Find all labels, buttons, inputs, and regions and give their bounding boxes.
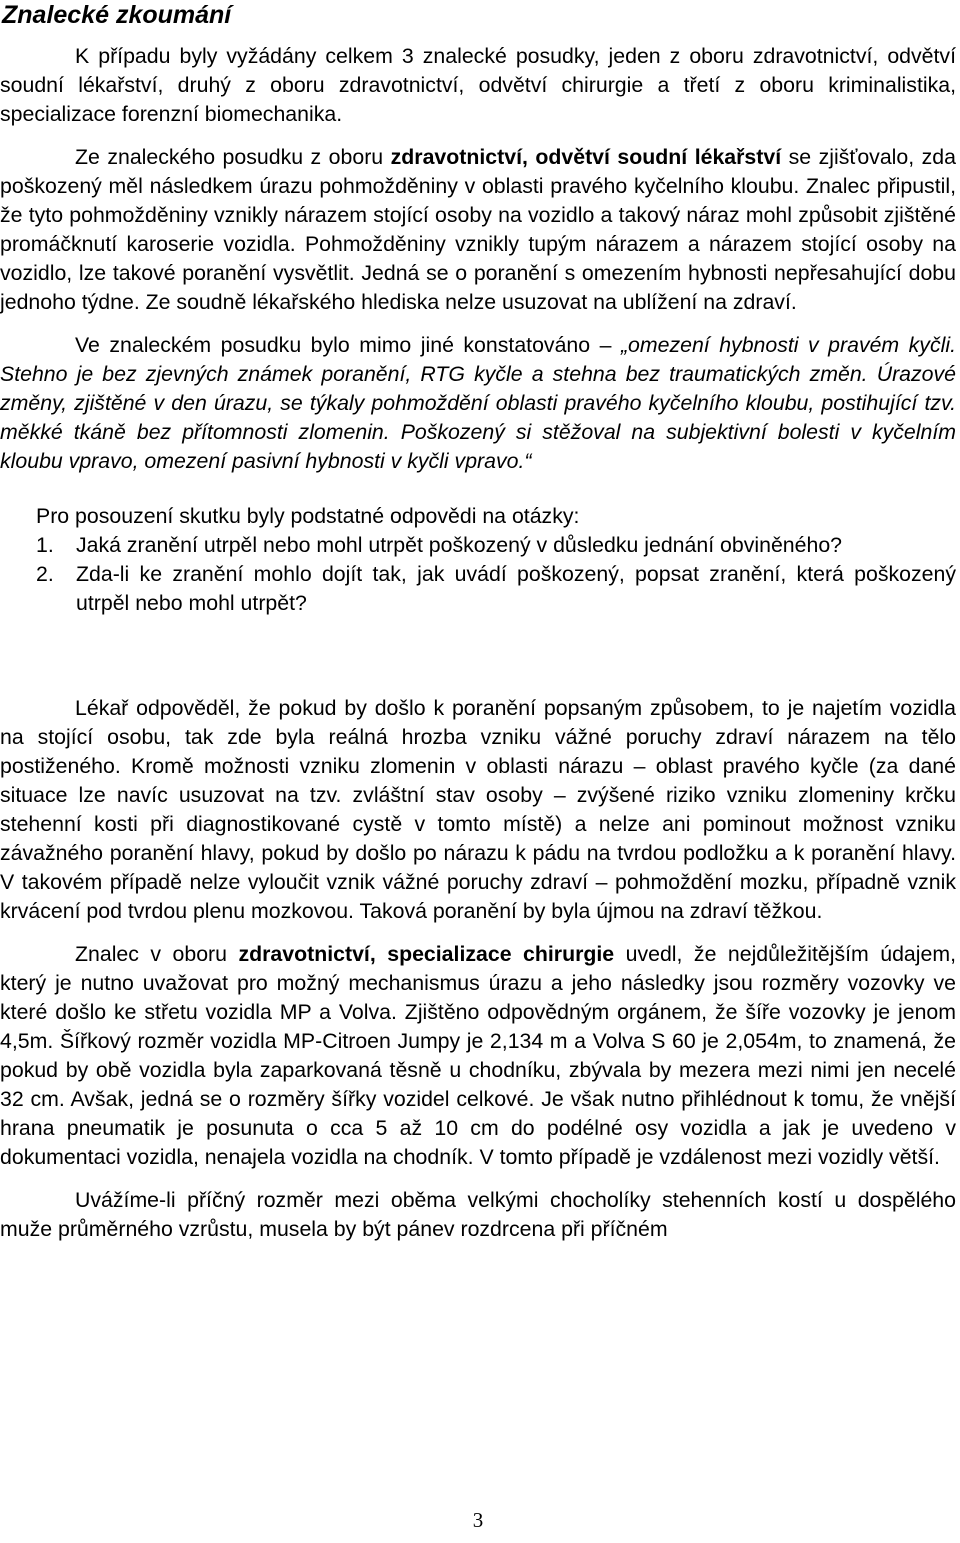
questions-list [0,531,956,618]
list-item: 2. Zda-li ke zranění mohlo dojít tak, jak uvádí poškozený, popsat zranění, která poškozený utrpěl nebo mohl utrpět? [36,562,956,615]
paragraph-quotation: Ve znaleckém posudku bylo mimo jiné konstatováno – „omezení hybnosti v pravém kyčli. Stehno je bez zjevných známek poranění, RTG kyčle a stehna bez traumatických změn. Úrazové změny, zjištěné v den úrazu, se týkaly pohmoždění oblasti pravého kyčelního kloubu, postihující tzv. měkké tkáně bez přítomnosti zlomenin. Poškozený si stěžoval na subjektivní bolesti v kyčelním kloubu vpravo, omezení pasivní hybnosti v kyčli vpravo.“ [0,333,956,473]
bold-field-forensic: zdravotnictví, odvětví soudní lékařství [390,145,782,169]
paragraph-expert-reports: K případu byly vyžádány celkem 3 znalecké posudky, jeden z oboru zdravotnictví, odvětví soudní lékařství, druhý z oboru zdravotnictví, odvětví chirurgie a třetí z oboru kriminalistika, specializace forenzní biomechanika. [0,44,956,126]
list-number: 2. [36,562,54,586]
bold-field-surgery: zdravotnictví, specializace chirurgie [238,942,615,966]
paragraph-surgery-expert: Znalec v oboru zdravotnictví, specializace chirurgie uvedl, že nejdůležitějším údajem, který je nutno uvažovat pro možný mechanismus úrazu a jeho následky jsou rozměry vozovky ve které došlo ke střetu vozidla MP a Volva. Zjištěno odpovědným orgánem, že šíře vozovky je jenom 4,5m. Šířkový rozměr vozidla MP-Citroen Jumpy je 2,134 m a Volva S 60 je 2,054m, to znamená, že pokud by obě vozidla byla zaparkovaná těsně u chodníku, zbývala by mezera mezi nimi jen necelé 32 cm. Avšak, jedná se o rozměry šířky vozidel celkové. Je však nutno přihlédnout k tomu, že vnější hrana pneumatik je posunuta o cca 5 až 10 cm do podélné osy vozidla a jak je uvedeno v dokumentaci vozidla, nenajela vozidla na chodník. V tomto případě je vzdálenost mezi vozidly větší. [0,942,956,1169]
questions-intro: Pro posouzení skutku byly podstatné odpovědi na otázky: [36,504,580,528]
list-item: 1. Jaká zranění utrpěl nebo mohl utrpět poškozený v důsledku jednání obviněného? [0,531,956,560]
page-number: 3 [472,1508,484,1532]
paragraph-forensic-medicine: Ze znaleckého posudku z oboru zdravotnictví, odvětví soudní lékařství se zjišťovalo, zda poškozený měl následkem úrazu pohmožděniny v oblasti pravého kyčelního kloubu. Znalec připustil, že tyto pohmožděniny vznikly nárazem stojící osoby na vozidlo a takový náraz mohl způsobit zjištěné promáčknutí karoserie vozidla. Pohmožděniny vznikly tupým nárazem a nárazem stojící osoby na vozidlo, lze takové poranění vysvětlit. Jedná se o poranění s omezením hybnosti nepřesahující dobu jednoho týdne. Ze soudně lékařského hlediska nelze usuzovat na ublížení na zdraví. [0,145,956,314]
section-heading: Znalecké zkoumání [2,1,232,29]
italic-quote: „omezení hybnosti v pravém kyčli. Stehno je bez zjevných známek poranění, RTG kyčle a stehna bez traumatických změn. Úrazové změny, zjištěné v den úrazu, se týkaly pohmoždění oblasti pravého kyčelního kloubu, postihující tzv. měkké tkáně bez přítomnosti zlomenin. Poškozený si stěžoval na subjektivní bolesti v kyčelním kloubu vpravo, omezení pasivní hybnosti v kyčli vpravo.“ [0,333,956,473]
list-number: 1. [36,533,54,557]
paragraph-pelvis: Uvážíme-li příčný rozměr mezi oběma velkými chocholíky stehenních kostí u dospělého muže průměrného vzrůstu, musela by být pánev rozdrcena při příčném [0,1188,956,1241]
paragraph-doctor-answer: Lékař odpověděl, že pokud by došlo k poranění popsaným způsobem, to je najetím vozidla na stojící osobu, tak zde byla reálná hrozba vzniku vážné poruchy zdraví nárazem na tělo postiženého. Kromě možnosti vzniku zlomenin v oblasti nárazu – oblast pravého kyčle (za dané situace lze navíc usuzovat na tzv. zvláštní stav osoby – zvýšené riziko vzniku zlomeniny krčku stehenní kosti při diagnostikované cystě v tomto místě) a nelze ani pominout možnost vzniku závažného poranění hlavy, pokud by došlo po nárazu k pádu na tvrdou podložku a k poranění hlavy. V takovém případě nelze vyloučit vznik vážné poruchy zdraví – pohmoždění mozku, případně vznik krvácení pod tvrdou plenu mozkovou. Taková poranění by byla újmou na zdraví těžkou. [0,696,956,923]
document-body [0,42,956,1244]
